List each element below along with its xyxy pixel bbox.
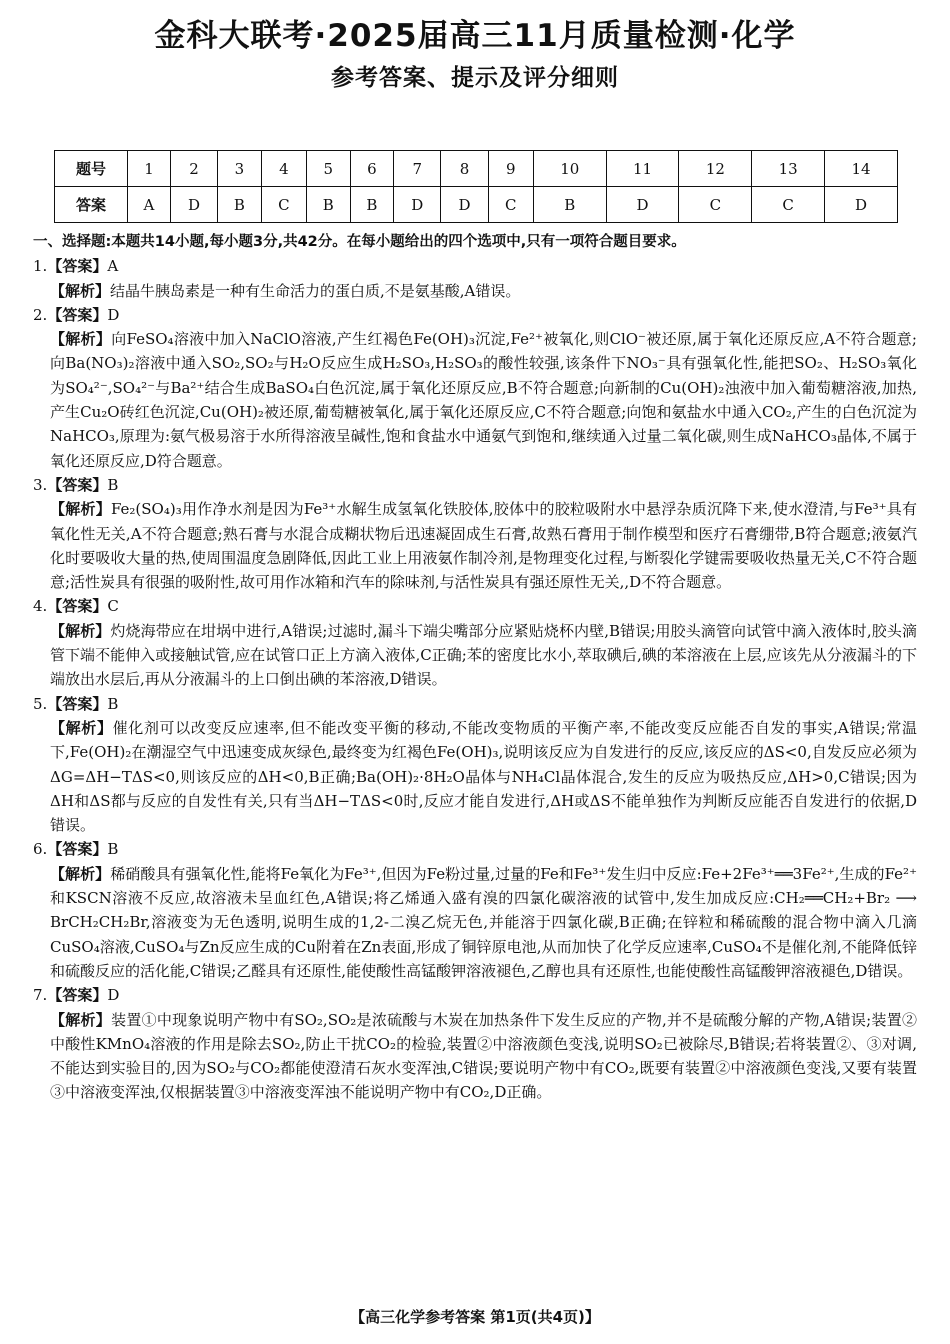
question-number-cell: 9 bbox=[488, 151, 533, 187]
question-number: 6. bbox=[33, 840, 48, 859]
answer-cell: B bbox=[218, 187, 262, 223]
answer-line bbox=[33, 837, 917, 861]
answer-tag: 【答案】 bbox=[47, 597, 108, 616]
section-heading: 一、选择题:本题共14小题,每小题3分,共42分。在每小题给出的四个选项中,只有一项符合题目要求。 bbox=[33, 234, 686, 250]
explanation-paragraph bbox=[33, 716, 917, 837]
explanation-tag: 【解析】 bbox=[50, 1010, 112, 1029]
answer-cell: C bbox=[488, 187, 533, 223]
question-block bbox=[33, 983, 917, 1104]
answer-line bbox=[33, 692, 917, 716]
explanation-paragraph bbox=[33, 279, 917, 303]
explanation-tag: 【解析】 bbox=[50, 500, 111, 519]
answer-cell: A bbox=[128, 187, 171, 223]
answer-value: A bbox=[107, 257, 119, 276]
question-number: 7. bbox=[33, 986, 48, 1005]
question-number-cell: 14 bbox=[825, 151, 898, 187]
question-number-cell: 12 bbox=[679, 151, 752, 187]
answer-line bbox=[33, 594, 917, 618]
question-number: 4. bbox=[33, 597, 48, 616]
answer-line bbox=[33, 254, 917, 278]
explanation-paragraph bbox=[33, 1008, 917, 1105]
explanation-text: 稀硝酸具有强氧化性,能将Fe氧化为Fe³⁺,但因为Fe粉过量,过量的Fe和Fe³⁺发生归中反应:Fe+2Fe³⁺══3Fe²⁺,生成的Fe²⁺和KSCN溶液不反应,故溶液未呈血红色,A错误;将乙烯通入盛有溴的四氯化碳溶液的试管中,发生加成反应:CH₂══CH₂+Br₂ ⟶ BrCH₂CH₂Br,溶液变为无色透明,说明生成的1,2-二溴乙烷无色,并能溶于四氯化碳,B正确;在锌粒和稀硫酸的混合物中滴入几滴CuSO₄溶液,CuSO₄与Zn反应生成的Cu附着在Zn表面,形成了铜锌原电池,从而加快了化学反应速率,CuSO₄不是催化剂,不能降低锌和硫酸反应的活化能,C错误;乙醛具有还原性,能使酸性高锰酸钾溶液褪色,乙醇也具有还原性,也能使酸性高锰酸钾溶液褪色,D错误。 bbox=[50, 864, 917, 980]
answer-table-row2-label: 答案 bbox=[55, 187, 128, 223]
question-number-cell: 11 bbox=[606, 151, 679, 187]
question-number: 3. bbox=[33, 475, 48, 494]
question-block bbox=[33, 594, 917, 691]
explanation-tag: 【解析】 bbox=[50, 864, 111, 883]
answer-tag: 【答案】 bbox=[47, 694, 108, 713]
question-number-cell: 7 bbox=[394, 151, 441, 187]
question-number-cell: 13 bbox=[752, 151, 825, 187]
answer-value: B bbox=[107, 840, 119, 859]
question-number-cell: 6 bbox=[350, 151, 394, 187]
explanation-tag: 【解析】 bbox=[50, 718, 113, 737]
question-number: 2. bbox=[33, 305, 48, 324]
explanation-tag: 【解析】 bbox=[50, 621, 111, 640]
question-block bbox=[33, 303, 917, 473]
answer-line bbox=[33, 303, 917, 327]
question-block bbox=[33, 254, 917, 303]
question-number-cell: 3 bbox=[218, 151, 262, 187]
answer-table-row1-label: 题号 bbox=[55, 151, 128, 187]
question-number-cell: 2 bbox=[170, 151, 217, 187]
question-number-cell: 1 bbox=[128, 151, 171, 187]
answer-explanations bbox=[33, 230, 917, 1105]
answer-cell: B bbox=[533, 187, 606, 223]
answer-cell: D bbox=[170, 187, 217, 223]
question-number-cell: 5 bbox=[306, 151, 350, 187]
explanation-text: Fe₂(SO₄)₃用作净水剂是因为Fe³⁺水解生成氢氧化铁胶体,胶体中的胶粒吸附水中悬浮杂质沉降下来,使水澄清,与Fe³⁺具有氧化性无关,A不符合题意;熟石膏与水混合成糊状物后迅速凝固成生石膏,故熟石膏用于制作模型和医疗石膏绷带,B符合题意;液氨汽化时要吸收大量的热,使周围温度急剧降低,因此工业上用液氨作制冷剂,是物理变化过程,与断裂化学键需要吸收热量无关,C不符合题意;活性炭具有很强的吸附性,故可用作冰箱和汽车的除味剂,与活性炭具有强还原性无关,,D不符合题意。 bbox=[50, 500, 917, 592]
answer-tag: 【答案】 bbox=[47, 257, 108, 276]
answer-value: D bbox=[107, 305, 120, 324]
answer-value: D bbox=[107, 986, 120, 1005]
explanation-tag: 【解析】 bbox=[50, 281, 111, 300]
answer-value: C bbox=[107, 597, 119, 616]
explanation-text: 结晶牛胰岛素是一种有生命活力的蛋白质,不是氨基酸,A错误。 bbox=[110, 281, 521, 300]
explanation-paragraph bbox=[33, 862, 917, 983]
answer-value: B bbox=[107, 694, 119, 713]
explanation-tag: 【解析】 bbox=[50, 330, 112, 349]
answer-cell: D bbox=[394, 187, 441, 223]
answer-tag: 【答案】 bbox=[47, 475, 108, 494]
page-title: 金科大联考·2025届高三11月质量检测·化学 bbox=[154, 18, 796, 54]
question-number: 5. bbox=[33, 694, 48, 713]
answer-cell: C bbox=[752, 187, 825, 223]
answer-table bbox=[54, 150, 898, 223]
question-number-cell: 4 bbox=[261, 151, 306, 187]
answer-line bbox=[33, 473, 917, 497]
answer-cell: D bbox=[441, 187, 488, 223]
answer-table-number-row bbox=[55, 151, 898, 187]
answer-cell: D bbox=[825, 187, 898, 223]
answer-cell: D bbox=[606, 187, 679, 223]
explanation-paragraph bbox=[33, 619, 917, 692]
question-block bbox=[33, 692, 917, 838]
explanation-paragraph bbox=[33, 497, 917, 594]
explanation-text: 装置①中现象说明产物中有SO₂,SO₂是浓硫酸与木炭在加热条件下发生反应的产物,并不是硫酸分解的产物,A错误;装置②中酸性KMnO₄溶液的作用是除去SO₂,防止干扰CO₂的检验,装置②中溶液颜色变浅,说明SO₂已被除尽,B错误;若将装置②、③对调,不能达到实验目的,因为SO₂与CO₂都能使澄清石灰水变浑浊,C错误;要说明产物中有CO₂,既要有装置②中溶液颜色变浅,又要有装置③中溶液变浑浊,仅根据装置③中溶液变浑浊不能说明产物中有CO₂,D正确。 bbox=[50, 1010, 917, 1102]
answer-tag: 【答案】 bbox=[47, 305, 108, 324]
answer-cell: C bbox=[261, 187, 306, 223]
explanation-paragraph bbox=[33, 327, 917, 473]
explanation-text: 向FeSO₄溶液中加入NaClO溶液,产生红褐色Fe(OH)₃沉淀,Fe²⁺被氧化,则ClO⁻被还原,属于氧化还原反应,A不符合题意;向Ba(NO₃)₂溶液中通入SO₂,SO₂与H₂O反应生成H₂SO₃,H₂SO₃的酸性较强,该条件下NO₃⁻具有强氧化性,能把SO₂、H₂SO₃氧化为SO₄²⁻,SO₄²⁻与Ba²⁺结合生成BaSO₄白色沉淀,属于氧化还原反应,B不符合题意;向新制的Cu(OH)₂浊液中加入葡萄糖溶液,加热,产生Cu₂O砖红色沉淀,Cu(OH)₂被还原,葡萄糖被氧化,属于氧化还原反应,C不符合题意;向饱和氨盐水中通入CO₂,产生的白色沉淀为NaHCO₃,原理为:氨气极易溶于水所得溶液呈碱性,饱和食盐水中通氨气到饱和,继续通入过量二氧化碳,则生成NaHCO₃晶体,不属于氧化还原反应,D符合题意。 bbox=[50, 330, 917, 470]
question-block bbox=[33, 473, 917, 594]
answer-tag: 【答案】 bbox=[47, 986, 108, 1005]
question-block bbox=[33, 837, 917, 983]
explanation-text: 灼烧海带应在坩埚中进行,A错误;过滤时,漏斗下端尖嘴部分应紧贴烧杯内壁,B错误;用胶头滴管向试管中滴入液体时,胶头滴管下端不能伸入或接触试管,应在试管口正上方滴入液体,C正确;苯的密度比水小,萃取碘后,碘的苯溶液在上层,应该先从分液漏斗的下端放出水层后,再从分液漏斗的上口倒出碘的苯溶液,D错误。 bbox=[50, 621, 917, 689]
page-footer: 【高三化学参考答案 第1页(共4页)】 bbox=[350, 1308, 600, 1326]
answer-tag: 【答案】 bbox=[47, 840, 108, 859]
answer-cell: B bbox=[306, 187, 350, 223]
explanation-text: 催化剂可以改变反应速率,但不能改变平衡的移动,不能改变物质的平衡产率,不能改变反应能否自发的事实,A错误;常温下,Fe(OH)₂在潮湿空气中迅速变成灰绿色,最终变为红褐色Fe(OH)₃,说明该反应为自发进行的反应,该反应的ΔS<0,自发反应必须为ΔG=ΔH−TΔS<0,则该反应的ΔH<0,B正确;Ba(OH)₂·8H₂O晶体与NH₄Cl晶体混合,发生的反应为吸热反应,ΔH>0,C错误;因为ΔH和ΔS都与反应的自发性有关,只有当ΔH−TΔS<0时,反应才能自发进行,ΔH或ΔS不能单独作为判断反应能否自发进行的依据,D错误。 bbox=[50, 718, 917, 835]
answer-cell: B bbox=[350, 187, 394, 223]
answer-value: B bbox=[107, 475, 119, 494]
question-number: 1. bbox=[33, 257, 48, 276]
answer-line bbox=[33, 983, 917, 1007]
answer-cell: C bbox=[679, 187, 752, 223]
question-number-cell: 10 bbox=[533, 151, 606, 187]
answer-table-answer-row bbox=[55, 187, 898, 223]
page-subtitle: 参考答案、提示及评分细则 bbox=[331, 65, 619, 91]
question-number-cell: 8 bbox=[441, 151, 488, 187]
